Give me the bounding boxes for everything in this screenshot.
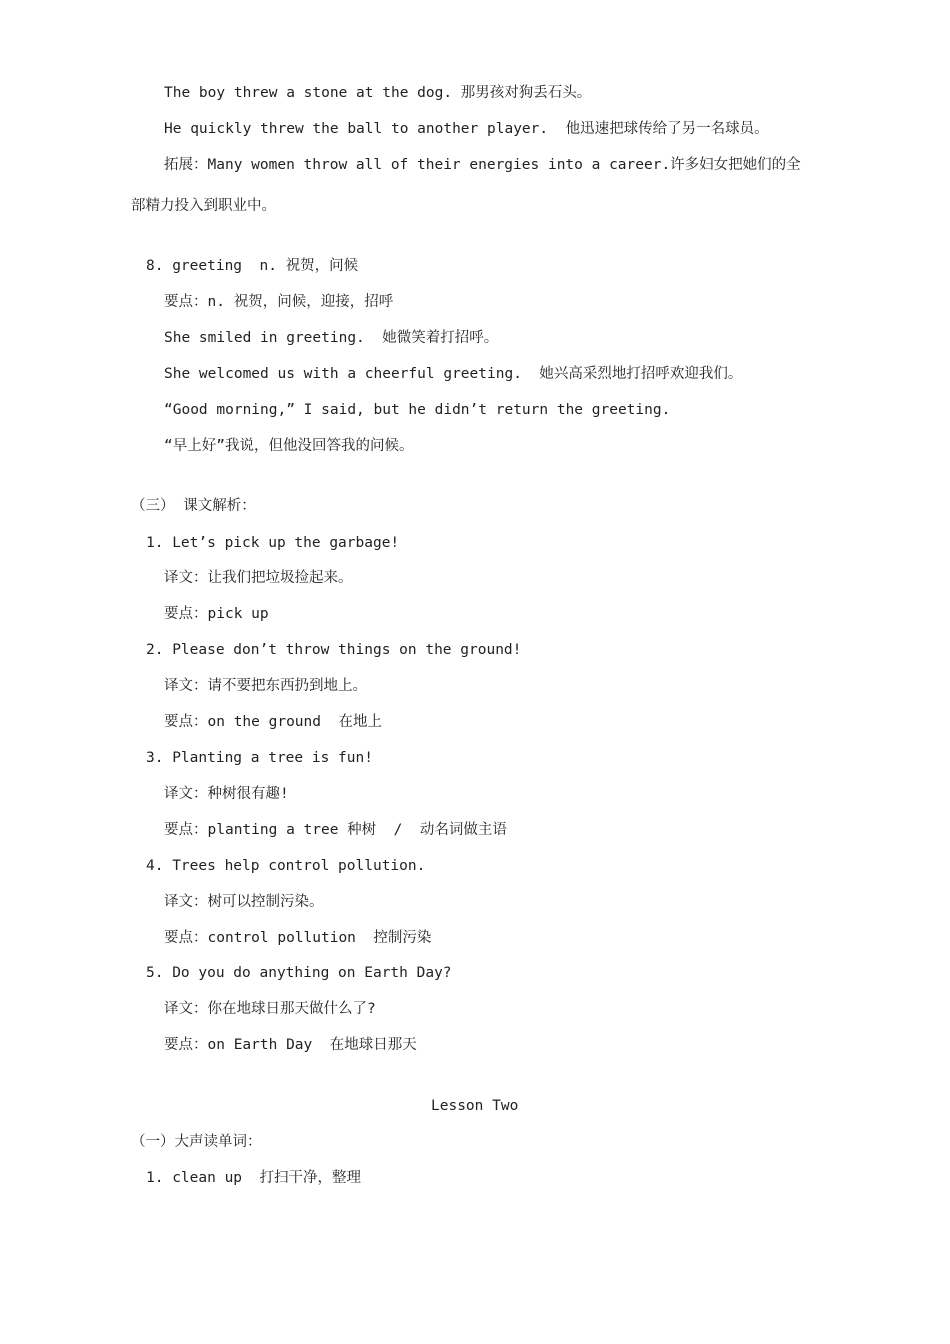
key-point: 要点：on the ground 在地上 [164, 714, 382, 730]
translation: 译文：种树很有趣! [164, 786, 289, 802]
vocab-item-heading: 8. greeting n. 祝贺，问候 [146, 258, 359, 274]
extension-note-continued: 部精力投入到职业中。 [131, 198, 276, 214]
text-item-heading: 4. Trees help control pollution. [146, 858, 426, 874]
translation: 译文：让我们把垃圾捡起来。 [164, 570, 353, 586]
example-sentence: “Good morning,” I said, but he didn’t return the greeting. [164, 402, 671, 418]
section-heading: （三） 课文解析： [131, 498, 256, 514]
key-point: 要点：pick up [164, 606, 269, 622]
lesson-title: Lesson Two [431, 1098, 519, 1114]
extension-note: 拓展：Many women throw all of their energies into a career.许多妇女把她们的全 [164, 157, 801, 173]
text-item-heading: 2. Please don’t throw things on the ground! [146, 642, 522, 658]
example-translation: “早上好”我说，但他没回答我的问候。 [164, 438, 414, 454]
text-item-heading: 5. Do you do anything on Earth Day? [146, 965, 452, 981]
example-sentence: The boy threw a stone at the dog. 那男孩对狗丢石头。 [164, 85, 592, 101]
example-sentence: She welcomed us with a cheerful greeting. 她兴高采烈地打招呼欢迎我们。 [164, 366, 743, 382]
key-point: 要点：planting a tree 种树 / 动名词做主语 [164, 822, 507, 838]
vocab-item-heading: 1. clean up 打扫干净，整理 [146, 1170, 361, 1186]
translation: 译文：你在地球日那天做什么了? [164, 1001, 376, 1017]
text-item-heading: 1. Let’s pick up the garbage! [146, 535, 400, 551]
text-item-heading: 3. Planting a tree is fun! [146, 750, 373, 766]
section-heading: （一）大声读单词： [131, 1134, 262, 1150]
key-point: 要点：n. 祝贺，问候，迎接，招呼 [164, 294, 394, 310]
example-sentence: He quickly threw the ball to another player. 他迅速把球传给了另一名球员。 [164, 121, 769, 137]
example-sentence: She smiled in greeting. 她微笑着打招呼。 [164, 330, 499, 346]
key-point: 要点：control pollution 控制污染 [164, 930, 432, 946]
translation: 译文：树可以控制污染。 [164, 894, 324, 910]
key-point: 要点：on Earth Day 在地球日那天 [164, 1037, 417, 1053]
translation: 译文：请不要把东西扔到地上。 [164, 678, 367, 694]
